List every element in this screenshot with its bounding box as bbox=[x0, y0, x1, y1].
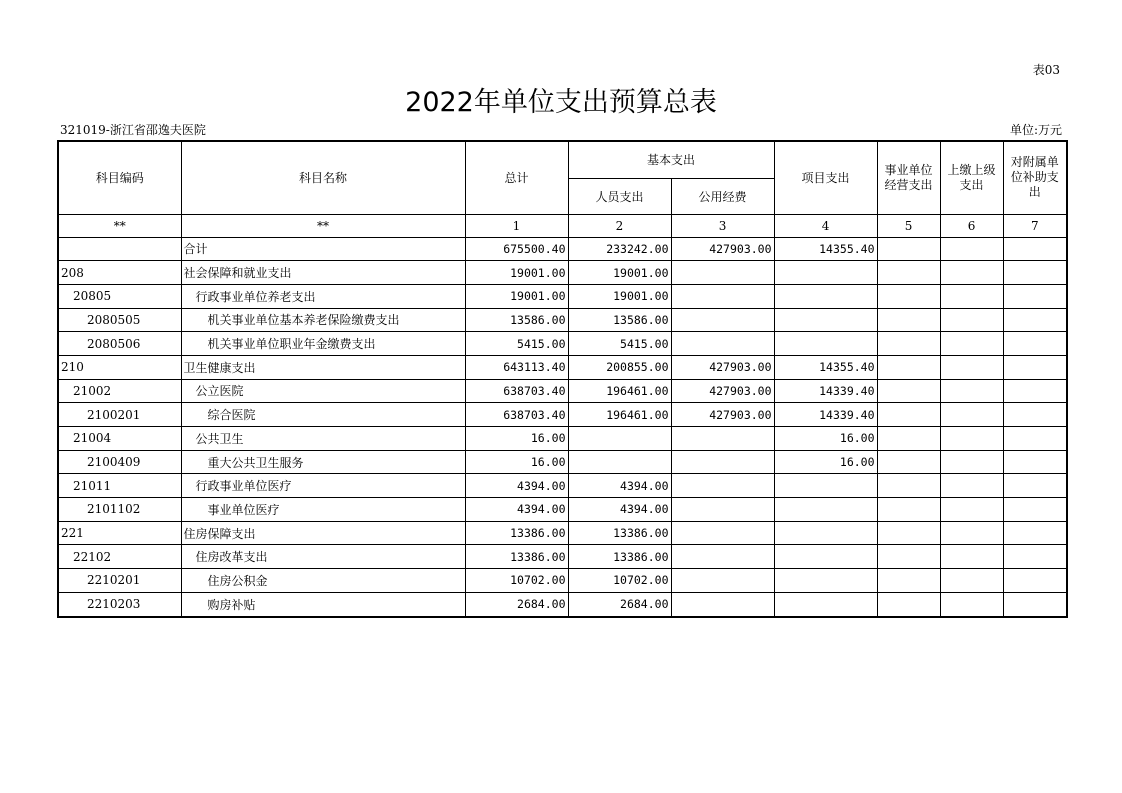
table-row bbox=[58, 355, 1067, 379]
table-body bbox=[58, 237, 1067, 617]
cell-total: 19001.00 bbox=[465, 261, 568, 285]
cell-upper bbox=[940, 261, 1003, 285]
cell-personnel bbox=[568, 427, 671, 451]
cell-project bbox=[774, 545, 877, 569]
cell-upper bbox=[940, 403, 1003, 427]
index-cell: 4 bbox=[774, 214, 877, 237]
cell-public: 427903.00 bbox=[671, 403, 774, 427]
cell-upper bbox=[940, 498, 1003, 522]
cell-name: 机关事业单位基本养老保险缴费支出 bbox=[181, 308, 465, 332]
cell-name: 购房补贴 bbox=[181, 592, 465, 616]
table-row bbox=[58, 332, 1067, 356]
cell-public: 427903.00 bbox=[671, 355, 774, 379]
cell-public bbox=[671, 521, 774, 545]
table-row bbox=[58, 545, 1067, 569]
cell-upper bbox=[940, 474, 1003, 498]
cell-upper bbox=[940, 355, 1003, 379]
cell-name: 重大公共卫生服务 bbox=[181, 450, 465, 474]
cell-public bbox=[671, 332, 774, 356]
cell-personnel: 196461.00 bbox=[568, 379, 671, 403]
cell-name: 公共卫生 bbox=[181, 427, 465, 451]
cell-upper bbox=[940, 284, 1003, 308]
cell-personnel: 13386.00 bbox=[568, 545, 671, 569]
index-cell: ** bbox=[58, 214, 181, 237]
cell-business bbox=[877, 545, 940, 569]
cell-upper bbox=[940, 332, 1003, 356]
cell-subsidy bbox=[1003, 521, 1067, 545]
cell-project bbox=[774, 308, 877, 332]
cell-total: 13586.00 bbox=[465, 308, 568, 332]
cell-business bbox=[877, 498, 940, 522]
cell-public: 427903.00 bbox=[671, 237, 774, 261]
cell-upper bbox=[940, 379, 1003, 403]
cell-business bbox=[877, 403, 940, 427]
cell-subsidy bbox=[1003, 592, 1067, 616]
cell-total: 13386.00 bbox=[465, 545, 568, 569]
index-cell: 5 bbox=[877, 214, 940, 237]
header-total: 总计 bbox=[465, 141, 568, 214]
cell-personnel: 13386.00 bbox=[568, 521, 671, 545]
index-cell: 2 bbox=[568, 214, 671, 237]
cell-code: 2080506 bbox=[58, 332, 181, 356]
cell-business bbox=[877, 332, 940, 356]
cell-public bbox=[671, 498, 774, 522]
cell-code: 208 bbox=[58, 261, 181, 285]
cell-personnel: 4394.00 bbox=[568, 498, 671, 522]
cell-name: 住房公积金 bbox=[181, 569, 465, 593]
cell-business bbox=[877, 474, 940, 498]
cell-upper bbox=[940, 569, 1003, 593]
cell-business bbox=[877, 569, 940, 593]
index-cell: 3 bbox=[671, 214, 774, 237]
header-code: 科目编码 bbox=[58, 141, 181, 214]
index-cell: 6 bbox=[940, 214, 1003, 237]
cell-code: 210 bbox=[58, 355, 181, 379]
cell-total: 10702.00 bbox=[465, 569, 568, 593]
cell-project bbox=[774, 521, 877, 545]
index-cell: 7 bbox=[1003, 214, 1067, 237]
cell-name: 行政事业单位养老支出 bbox=[181, 284, 465, 308]
cell-personnel bbox=[568, 450, 671, 474]
cell-business bbox=[877, 450, 940, 474]
cell-personnel: 5415.00 bbox=[568, 332, 671, 356]
header-subsidy: 对附属单位补助支出 bbox=[1003, 141, 1067, 214]
cell-code: 21011 bbox=[58, 474, 181, 498]
cell-code: 22102 bbox=[58, 545, 181, 569]
cell-total: 19001.00 bbox=[465, 284, 568, 308]
index-row bbox=[58, 214, 1067, 237]
cell-upper bbox=[940, 308, 1003, 332]
cell-subsidy bbox=[1003, 332, 1067, 356]
cell-personnel: 19001.00 bbox=[568, 261, 671, 285]
cell-code: 2210201 bbox=[58, 569, 181, 593]
cell-name: 社会保障和就业支出 bbox=[181, 261, 465, 285]
cell-subsidy bbox=[1003, 450, 1067, 474]
header-business: 事业单位经营支出 bbox=[877, 141, 940, 214]
table-row bbox=[58, 379, 1067, 403]
cell-personnel: 196461.00 bbox=[568, 403, 671, 427]
cell-subsidy bbox=[1003, 498, 1067, 522]
cell-personnel: 233242.00 bbox=[568, 237, 671, 261]
cell-business bbox=[877, 308, 940, 332]
cell-total: 13386.00 bbox=[465, 521, 568, 545]
cell-project bbox=[774, 592, 877, 616]
cell-total: 5415.00 bbox=[465, 332, 568, 356]
cell-total: 2684.00 bbox=[465, 592, 568, 616]
cell-subsidy bbox=[1003, 237, 1067, 261]
cell-code bbox=[58, 237, 181, 261]
cell-code: 2080505 bbox=[58, 308, 181, 332]
header-name: 科目名称 bbox=[181, 141, 465, 214]
cell-project bbox=[774, 498, 877, 522]
table-row bbox=[58, 403, 1067, 427]
header-project: 项目支出 bbox=[774, 141, 877, 214]
cell-personnel: 10702.00 bbox=[568, 569, 671, 593]
cell-project bbox=[774, 284, 877, 308]
budget-table bbox=[57, 140, 1068, 618]
cell-project: 16.00 bbox=[774, 450, 877, 474]
cell-project: 14355.40 bbox=[774, 237, 877, 261]
cell-total: 675500.40 bbox=[465, 237, 568, 261]
cell-public bbox=[671, 592, 774, 616]
cell-total: 638703.40 bbox=[465, 379, 568, 403]
cell-public bbox=[671, 427, 774, 451]
cell-project: 14339.40 bbox=[774, 379, 877, 403]
cell-subsidy bbox=[1003, 261, 1067, 285]
cell-code: 20805 bbox=[58, 284, 181, 308]
cell-upper bbox=[940, 521, 1003, 545]
cell-business bbox=[877, 521, 940, 545]
cell-business bbox=[877, 592, 940, 616]
table-row bbox=[58, 308, 1067, 332]
cell-business bbox=[877, 427, 940, 451]
cell-project: 14339.40 bbox=[774, 403, 877, 427]
table-row bbox=[58, 427, 1067, 451]
table-row bbox=[58, 521, 1067, 545]
cell-business bbox=[877, 237, 940, 261]
cell-subsidy bbox=[1003, 403, 1067, 427]
cell-name: 公立医院 bbox=[181, 379, 465, 403]
cell-public bbox=[671, 308, 774, 332]
cell-upper bbox=[940, 450, 1003, 474]
table-row bbox=[58, 498, 1067, 522]
index-cell: 1 bbox=[465, 214, 568, 237]
header-public: 公用经费 bbox=[671, 178, 774, 214]
index-cell: ** bbox=[181, 214, 465, 237]
table-row bbox=[58, 284, 1067, 308]
cell-name: 行政事业单位医疗 bbox=[181, 474, 465, 498]
cell-public bbox=[671, 261, 774, 285]
cell-name: 合计 bbox=[181, 237, 465, 261]
cell-upper bbox=[940, 427, 1003, 451]
table-row bbox=[58, 261, 1067, 285]
cell-business bbox=[877, 379, 940, 403]
header-personnel: 人员支出 bbox=[568, 178, 671, 214]
cell-code: 21002 bbox=[58, 379, 181, 403]
cell-public bbox=[671, 569, 774, 593]
cell-code: 2100201 bbox=[58, 403, 181, 427]
cell-upper bbox=[940, 545, 1003, 569]
cell-personnel: 19001.00 bbox=[568, 284, 671, 308]
cell-name: 事业单位医疗 bbox=[181, 498, 465, 522]
cell-personnel: 4394.00 bbox=[568, 474, 671, 498]
cell-code: 2210203 bbox=[58, 592, 181, 616]
table-number: 表03 bbox=[1032, 63, 1060, 77]
cell-project: 16.00 bbox=[774, 427, 877, 451]
cell-total: 643113.40 bbox=[465, 355, 568, 379]
header-basic: 基本支出 bbox=[568, 141, 774, 178]
cell-business bbox=[877, 355, 940, 379]
table-row bbox=[58, 474, 1067, 498]
cell-upper bbox=[940, 237, 1003, 261]
cell-subsidy bbox=[1003, 427, 1067, 451]
table-row bbox=[58, 450, 1067, 474]
cell-subsidy bbox=[1003, 379, 1067, 403]
cell-name: 机关事业单位职业年金缴费支出 bbox=[181, 332, 465, 356]
cell-personnel: 200855.00 bbox=[568, 355, 671, 379]
cell-total: 16.00 bbox=[465, 427, 568, 451]
cell-public bbox=[671, 545, 774, 569]
cell-subsidy bbox=[1003, 355, 1067, 379]
cell-code: 21004 bbox=[58, 427, 181, 451]
cell-code: 221 bbox=[58, 521, 181, 545]
table-row bbox=[58, 237, 1067, 261]
cell-subsidy bbox=[1003, 474, 1067, 498]
cell-name: 住房改革支出 bbox=[181, 545, 465, 569]
cell-public bbox=[671, 284, 774, 308]
cell-total: 4394.00 bbox=[465, 474, 568, 498]
cell-subsidy bbox=[1003, 569, 1067, 593]
unit-name: 321019-浙江省邵逸夫医院 bbox=[60, 123, 206, 137]
cell-personnel: 13586.00 bbox=[568, 308, 671, 332]
unit-label: 单位:万元 bbox=[1009, 123, 1062, 137]
cell-personnel: 2684.00 bbox=[568, 592, 671, 616]
cell-upper bbox=[940, 592, 1003, 616]
cell-project bbox=[774, 332, 877, 356]
cell-name: 卫生健康支出 bbox=[181, 355, 465, 379]
cell-code: 2100409 bbox=[58, 450, 181, 474]
cell-public bbox=[671, 450, 774, 474]
cell-total: 638703.40 bbox=[465, 403, 568, 427]
cell-business bbox=[877, 284, 940, 308]
cell-public bbox=[671, 474, 774, 498]
cell-business bbox=[877, 261, 940, 285]
cell-subsidy bbox=[1003, 284, 1067, 308]
cell-name: 综合医院 bbox=[181, 403, 465, 427]
cell-project: 14355.40 bbox=[774, 355, 877, 379]
cell-project bbox=[774, 261, 877, 285]
cell-name: 住房保障支出 bbox=[181, 521, 465, 545]
cell-project bbox=[774, 474, 877, 498]
page-title: 2022年单位支出预算总表 bbox=[405, 87, 717, 118]
header-upper: 上缴上级支出 bbox=[940, 141, 1003, 214]
cell-total: 16.00 bbox=[465, 450, 568, 474]
cell-public: 427903.00 bbox=[671, 379, 774, 403]
cell-code: 2101102 bbox=[58, 498, 181, 522]
cell-project bbox=[774, 569, 877, 593]
cell-subsidy bbox=[1003, 545, 1067, 569]
cell-subsidy bbox=[1003, 308, 1067, 332]
table-row bbox=[58, 569, 1067, 593]
cell-total: 4394.00 bbox=[465, 498, 568, 522]
table-row bbox=[58, 592, 1067, 616]
